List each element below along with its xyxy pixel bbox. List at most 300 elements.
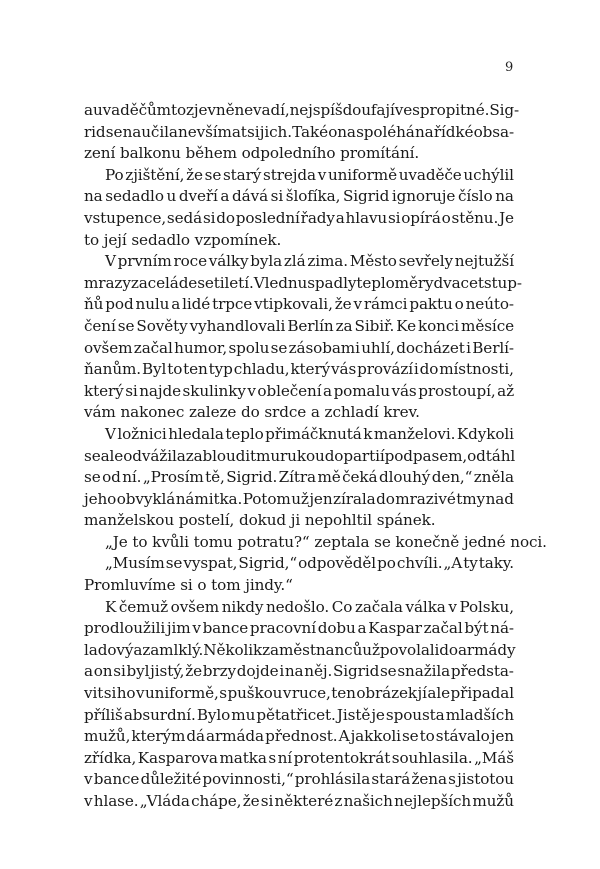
text-line	[84, 165, 514, 187]
word: si	[103, 684, 117, 703]
word: „Musím	[105, 554, 165, 573]
word: spoléhá	[356, 122, 415, 141]
word: a	[357, 619, 367, 638]
word: pracovní	[249, 619, 316, 638]
word: trpce	[212, 295, 253, 314]
word: taky.	[478, 554, 514, 573]
word: partií	[343, 446, 385, 465]
word: vyhandlovali	[189, 316, 286, 335]
word: s	[268, 748, 277, 767]
word: vyspat,	[183, 554, 238, 573]
word: Několik	[203, 640, 263, 659]
word: stará	[371, 770, 411, 789]
word: spropitné.	[412, 101, 490, 119]
word: začal	[133, 338, 173, 357]
word: Sibiř.	[354, 316, 395, 335]
word: konci	[418, 316, 460, 335]
word: nikdy	[221, 597, 264, 616]
text-line	[84, 726, 514, 748]
word: Ke	[396, 316, 416, 335]
word: i	[279, 662, 285, 681]
text-line	[84, 661, 514, 683]
word: mrazivé	[395, 489, 456, 508]
word: v	[317, 165, 327, 184]
word: K	[105, 597, 117, 616]
word: se	[105, 122, 123, 141]
text-line	[84, 489, 514, 511]
word: prodloužili	[84, 619, 166, 638]
word: do	[419, 360, 439, 379]
word: doufají	[342, 101, 395, 119]
word: vit	[84, 684, 104, 703]
word: a	[171, 295, 181, 314]
word: nejspíš	[289, 101, 343, 119]
word: po	[377, 554, 396, 573]
word: obsa-	[473, 122, 514, 141]
word: ty	[463, 554, 478, 573]
word: v	[135, 684, 145, 703]
word: nedošlo.	[265, 597, 330, 616]
word: se	[117, 316, 135, 335]
word: jich.	[259, 122, 292, 141]
word: jeho	[84, 489, 117, 508]
word: a	[84, 662, 93, 681]
word: povinnosti,“	[202, 770, 294, 789]
word: uchýlil	[463, 165, 514, 184]
word: si	[247, 122, 260, 141]
word: Jistě	[336, 705, 371, 724]
word: prohlásila	[294, 770, 371, 789]
word: teploměry	[356, 273, 434, 292]
word: bance	[202, 619, 249, 638]
word: zírala	[333, 489, 376, 508]
word: pod	[384, 446, 413, 465]
word: na	[84, 187, 103, 206]
word: ložnici	[117, 424, 167, 443]
word: opírá	[401, 208, 441, 227]
word: tě,	[205, 468, 225, 487]
word: na	[415, 122, 434, 141]
text-line	[84, 705, 514, 727]
word: něj.	[304, 662, 333, 681]
word: Sověty	[136, 316, 188, 335]
word: roce	[173, 252, 207, 271]
text-line	[84, 122, 514, 144]
word: za	[130, 273, 148, 292]
page-number: 9	[505, 60, 514, 75]
word: to	[167, 360, 183, 379]
word: zlá	[283, 252, 306, 271]
word: sedá	[166, 208, 203, 227]
word: některé	[274, 792, 334, 810]
word: jen	[309, 489, 333, 508]
word: čemuž	[118, 597, 169, 616]
word: že	[185, 662, 202, 681]
word: a	[220, 187, 230, 206]
word: v	[84, 770, 93, 789]
word: mu	[231, 705, 256, 724]
word: to	[170, 101, 187, 119]
text-line	[84, 230, 514, 252]
word: naučila	[122, 122, 178, 141]
word: Po	[105, 165, 124, 184]
word: mužů,	[84, 727, 131, 746]
word: se	[270, 338, 288, 357]
word: ten	[331, 684, 356, 703]
word: ladový	[84, 640, 134, 659]
word: války	[208, 252, 249, 271]
word: Je	[499, 208, 514, 227]
text-line-content: zení balkonu během odpoledního promítání.	[84, 144, 420, 163]
word: zněla	[473, 468, 514, 487]
word: mě	[317, 468, 341, 487]
word: pomalu	[333, 381, 390, 400]
text-line	[84, 100, 520, 122]
word: do	[324, 446, 344, 465]
word: starý	[222, 165, 262, 184]
text-line-content: Promluvíme si o tom jindy.“	[84, 576, 293, 595]
word: poslední	[235, 208, 300, 227]
text-line-content: to její sedadlo vzpomínek.	[84, 230, 282, 249]
word: manželovi.	[373, 424, 456, 443]
word: nevšímat	[178, 122, 247, 141]
word: který	[290, 360, 331, 379]
word: Kasparova	[137, 748, 218, 767]
word: tmy	[456, 489, 486, 508]
word: řady	[300, 208, 335, 227]
word: a	[335, 208, 345, 227]
word: je	[371, 705, 385, 724]
word: humor,	[174, 338, 228, 357]
word: ovšem	[170, 597, 220, 616]
word: pod	[105, 295, 134, 314]
word: on	[93, 662, 113, 681]
word: příliš	[84, 705, 123, 724]
word: mladších	[445, 705, 514, 724]
text-line	[84, 467, 514, 489]
word: ní	[277, 748, 293, 767]
word: Sig-	[489, 101, 520, 119]
word: z	[334, 792, 343, 810]
word: o	[441, 208, 451, 227]
word: hledala	[168, 424, 224, 443]
word: lidé	[182, 295, 211, 314]
word: matka	[219, 748, 267, 767]
word: ale	[427, 684, 451, 703]
word: „Máš	[474, 748, 514, 767]
word: armáda	[206, 727, 264, 746]
word: ve	[394, 101, 413, 119]
word: námitka.	[175, 489, 243, 508]
word: odvážila	[123, 446, 186, 465]
word: ten	[183, 360, 208, 379]
word: stup-	[483, 273, 522, 292]
word: provází	[357, 360, 413, 379]
word: čení	[84, 316, 116, 335]
text-line	[84, 446, 514, 468]
word: V	[253, 273, 265, 292]
word: ho	[116, 684, 136, 703]
word: i	[466, 338, 471, 357]
word: mužů	[472, 792, 514, 810]
word: mu	[256, 446, 281, 465]
word: důležité	[140, 770, 202, 789]
text-line	[84, 338, 514, 360]
word: až	[497, 381, 514, 400]
word: nulu	[135, 295, 170, 314]
word: se	[204, 165, 222, 184]
word: uhlí,	[361, 338, 395, 357]
text-line	[84, 618, 514, 640]
word: v	[448, 597, 457, 616]
word: ovšem	[84, 338, 133, 357]
word: rukou	[280, 446, 325, 465]
word: do	[376, 489, 395, 508]
word: dává	[232, 187, 269, 206]
word: se	[165, 554, 183, 573]
word: rámci	[363, 295, 408, 314]
word: prvním	[117, 252, 172, 271]
word: spousta	[385, 705, 445, 724]
word: že	[242, 792, 260, 810]
word: V	[105, 252, 116, 271]
text-line	[84, 683, 514, 705]
word: lednu	[264, 273, 308, 292]
word: jen	[490, 727, 514, 746]
text-line	[84, 273, 522, 295]
text-line-content: vám nakonec zaleze do srdce a zchladí krev.	[84, 403, 420, 422]
word: že	[186, 165, 203, 184]
word: brzy	[202, 662, 236, 681]
word: Sigrid,“	[238, 554, 298, 573]
word: už	[291, 489, 309, 508]
word: uvaděčům	[92, 101, 171, 119]
word: v	[84, 792, 93, 810]
word: sevřely	[398, 252, 453, 271]
word: typ	[208, 360, 233, 379]
word: chvíli.	[396, 554, 443, 573]
word: den,“	[431, 468, 473, 487]
word: si	[260, 792, 274, 810]
word: šlofíka,	[285, 187, 341, 206]
word: ona	[328, 122, 356, 141]
word: čeká	[342, 468, 378, 487]
text-line	[84, 553, 514, 575]
text-line	[84, 575, 514, 597]
word: od	[102, 468, 121, 487]
word: zamlklý.	[142, 640, 204, 659]
word: Bylo	[196, 705, 231, 724]
word: jí	[417, 684, 427, 703]
word: najde	[139, 381, 181, 400]
word: snažila	[397, 662, 451, 681]
word: s	[219, 684, 227, 703]
word: odtáhl	[467, 446, 516, 465]
word: Potom	[242, 489, 291, 508]
word: desetiletí.	[178, 273, 254, 292]
word: měsíce	[461, 316, 514, 335]
word: ňů	[84, 295, 104, 314]
word: kterým	[131, 727, 186, 746]
word: předsta-	[450, 662, 514, 681]
word: dlouhý	[378, 468, 431, 487]
text-line	[84, 510, 514, 532]
word: číslo	[457, 187, 493, 206]
word: nad	[485, 489, 514, 508]
word: s	[448, 770, 456, 789]
word: pětatřicet.	[256, 705, 336, 724]
word: puškou	[227, 684, 283, 703]
word: že	[334, 295, 352, 314]
text-line	[84, 402, 514, 424]
word: vstupence,	[84, 208, 167, 227]
word: dobu	[317, 619, 356, 638]
text-line	[84, 186, 514, 208]
word: strejda	[263, 165, 316, 184]
word: se	[379, 662, 397, 681]
word: v	[353, 295, 362, 314]
word: Sigrid	[332, 662, 380, 681]
word: prostoupí,	[418, 381, 496, 400]
word: ale	[100, 446, 124, 465]
word: a	[133, 640, 143, 659]
word: začal	[423, 619, 463, 638]
word: povolali	[379, 640, 440, 659]
word: si	[125, 381, 138, 400]
word: dá	[186, 727, 205, 746]
word: chápe,	[191, 792, 242, 810]
word: našich	[343, 792, 393, 810]
word: se	[401, 727, 419, 746]
word: jistotou	[457, 770, 514, 789]
word: si	[202, 208, 216, 227]
word: přimáčknutá	[265, 424, 362, 443]
word: jakkoli	[350, 727, 401, 746]
word: si	[270, 187, 284, 206]
word: za	[335, 316, 353, 335]
word: vás	[331, 360, 357, 379]
word: se	[84, 446, 101, 465]
word: Co	[331, 597, 353, 616]
word: nejlepších	[394, 792, 472, 810]
word: být	[464, 619, 489, 638]
word: stěnu.	[451, 208, 499, 227]
word: celá	[147, 273, 179, 292]
word: „Vláda	[139, 792, 190, 810]
word: nevadí,	[234, 101, 290, 119]
word: žena	[411, 770, 447, 789]
word: A	[338, 727, 350, 746]
word: na	[284, 662, 304, 681]
word: Polsku,	[459, 597, 514, 616]
word: se	[84, 468, 101, 487]
word: „Prosím	[142, 468, 204, 487]
word: Berlí-	[472, 338, 514, 357]
word: „A	[443, 554, 463, 573]
word: uniformě	[327, 165, 397, 184]
word: Byl	[141, 360, 167, 379]
text-line	[84, 597, 514, 619]
word: skulinky	[182, 381, 246, 400]
word: do	[216, 208, 235, 227]
text-line	[84, 316, 514, 338]
word: odpověděl	[298, 554, 377, 573]
word: dojde	[236, 662, 279, 681]
word: ní.	[122, 468, 142, 487]
text-line	[84, 294, 514, 316]
word: válka	[405, 597, 446, 616]
word: Berlín	[287, 316, 334, 335]
word: Také	[292, 122, 328, 141]
word: Kdykoli	[456, 424, 514, 443]
word: jistý,	[150, 662, 185, 681]
word: Zítra	[278, 468, 316, 487]
word: hlase.	[93, 792, 139, 810]
word: souhlasila.	[391, 748, 473, 767]
word: v	[247, 381, 256, 400]
word: a	[84, 101, 93, 119]
word: sedadlo	[105, 187, 164, 206]
word: zásobami	[288, 338, 360, 357]
word: Sigrid	[342, 187, 390, 206]
word: ignoruje	[391, 187, 456, 206]
word: neúto-	[465, 295, 514, 314]
word: v	[192, 619, 201, 638]
word: obrázek	[356, 684, 417, 703]
word: přednost.	[265, 727, 338, 746]
text-line	[84, 143, 514, 165]
body-text	[84, 100, 547, 813]
word: do	[439, 640, 458, 659]
text-line	[84, 791, 514, 813]
word: i	[413, 360, 419, 379]
word: uniformě,	[144, 684, 219, 703]
text-line	[84, 532, 547, 554]
word: hlavu	[345, 208, 388, 227]
text-line	[84, 748, 514, 770]
word: Město	[349, 252, 397, 271]
word: v	[282, 684, 292, 703]
word: bance	[93, 770, 140, 789]
word: to	[419, 727, 435, 746]
word: Sigrid.	[226, 468, 278, 487]
word: spolu	[228, 338, 270, 357]
text-line	[84, 424, 514, 446]
word: rid	[84, 122, 106, 141]
word: teplo	[225, 424, 264, 443]
word: armády	[457, 640, 516, 659]
word: ná-	[490, 619, 514, 638]
word: obvyklá	[116, 489, 176, 508]
word: mrazy	[84, 273, 131, 292]
word: jim	[166, 619, 191, 638]
word: zjevně	[186, 101, 235, 119]
word: a	[323, 381, 332, 400]
text-line	[84, 769, 514, 791]
word: zjištění,	[125, 165, 185, 184]
word: o	[454, 295, 464, 314]
text-line-content: manželskou postelí, dokud ji nepohltil spánek.	[84, 511, 436, 530]
word: protentokrát	[293, 748, 391, 767]
word: začala	[354, 597, 403, 616]
word: si	[387, 208, 401, 227]
word: si	[113, 662, 126, 681]
text-line-content: „Je to kvůli tomu potratu?“ zeptala se konečně jedné noci.	[105, 532, 547, 551]
word: docházet	[396, 338, 465, 357]
word: dvacet	[433, 273, 484, 292]
text-line	[84, 208, 514, 230]
word: ruce,	[291, 684, 331, 703]
